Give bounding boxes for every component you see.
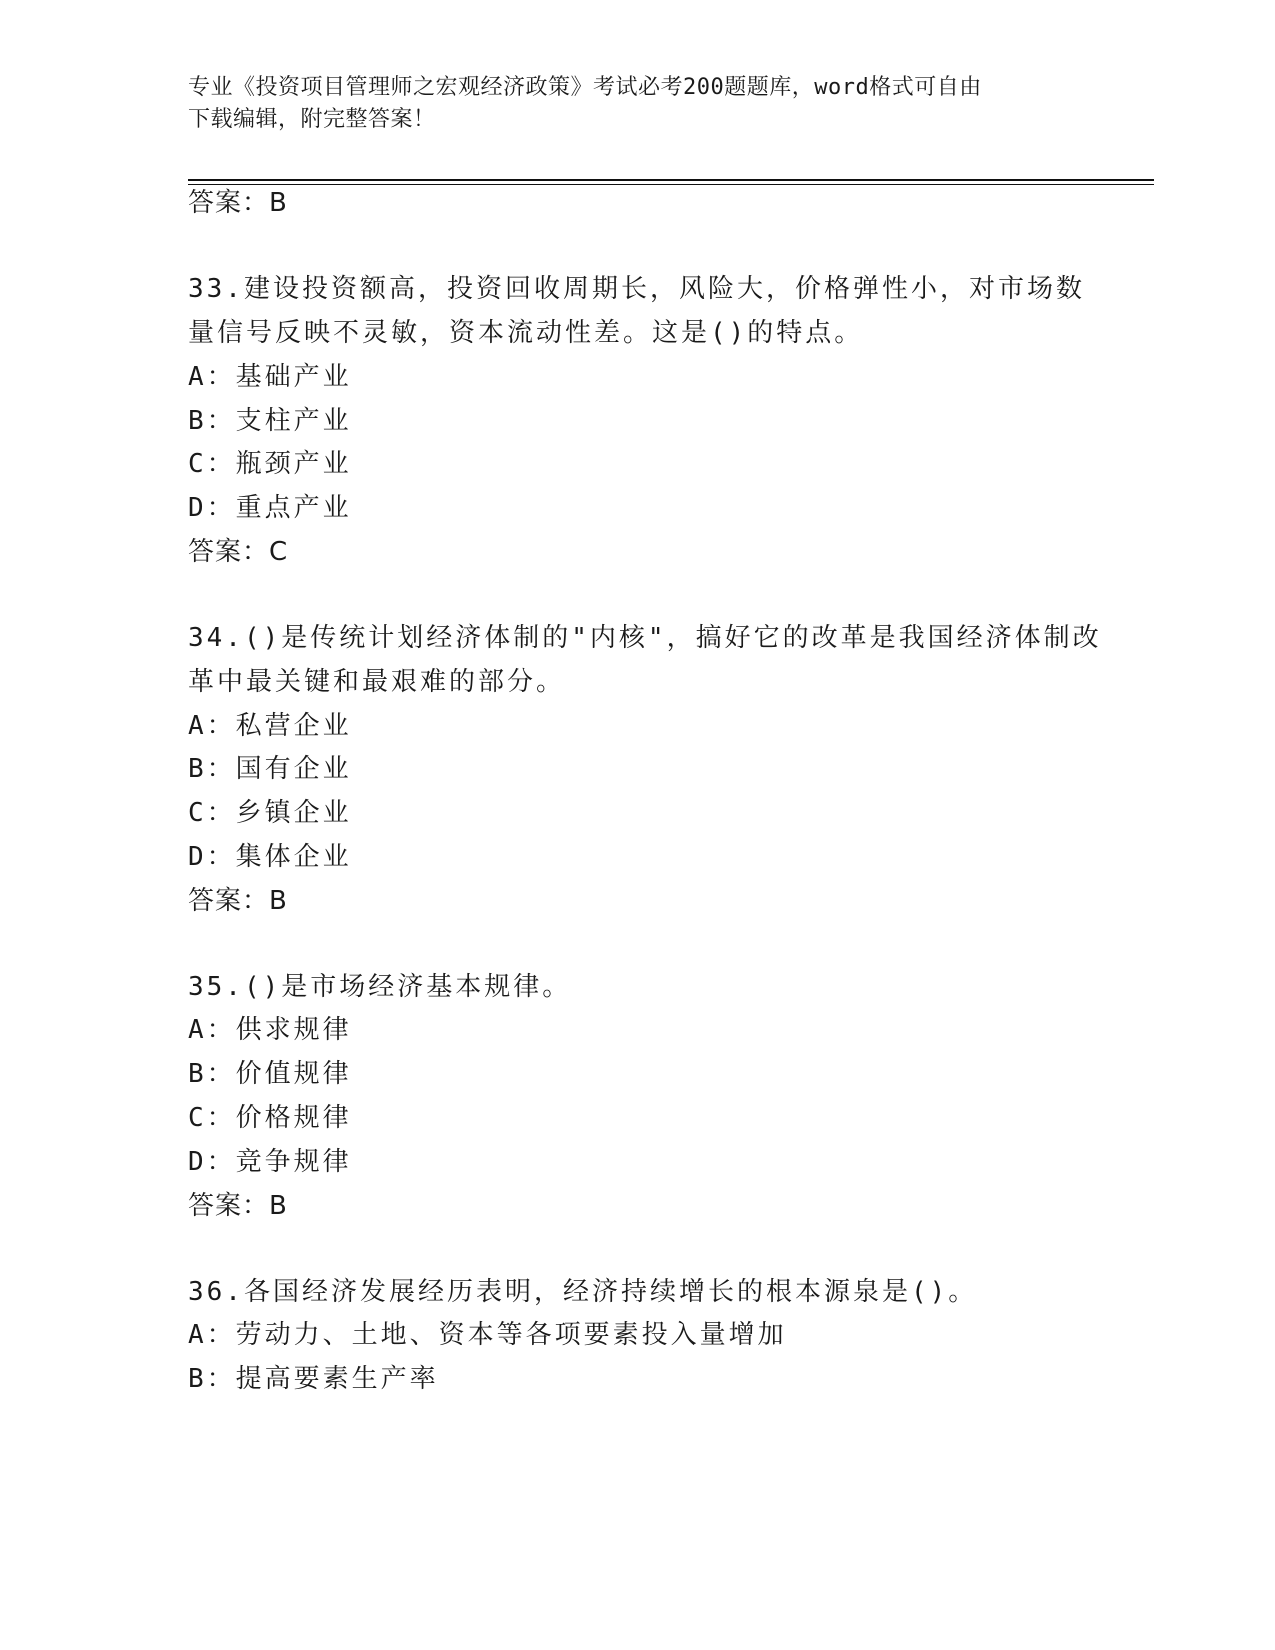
question-35-stem-line-1: 35.()是市场经济基本规律。: [188, 972, 572, 1002]
question-33-stem-line-2: 量信号反映不灵敏，资本流动性差。这是()的特点。: [188, 318, 864, 348]
header-divider-thin: [188, 184, 1154, 185]
question-36-option-a: A：劳动力、土地、资本等各项要素投入量增加: [188, 1320, 787, 1350]
question-34-option-d: D：集体企业: [188, 842, 352, 872]
question-33-option-a: A：基础产业: [188, 362, 352, 392]
document-header: [188, 72, 1068, 136]
question-34-stem-line-1: 34.()是传统计划经济体制的"内核"，搞好它的改革是我国经济体制改: [188, 623, 1102, 653]
question-36-stem-line-1: 36.各国经济发展经历表明，经济持续增长的根本源泉是()。: [188, 1277, 978, 1307]
header-line-2: 下载编辑，附完整答案！: [188, 107, 436, 132]
question-36-option-b: B：提高要素生产率: [188, 1364, 439, 1394]
question-33-option-d: D：重点产业: [188, 493, 352, 523]
answer-32: 答案：B: [188, 188, 288, 218]
question-33-stem-line-1: 33.建设投资额高，投资回收周期长，风险大，价格弹性小，对市场数: [188, 274, 1085, 304]
question-35-answer: 答案：B: [188, 1191, 288, 1221]
question-34-option-c: C：乡镇企业: [188, 798, 352, 828]
question-35-option-d: D：竞争规律: [188, 1147, 352, 1177]
question-35-option-b: B：价值规律: [188, 1059, 352, 1089]
question-35-option-c: C：价格规律: [188, 1103, 352, 1133]
header-divider-thick: [188, 179, 1154, 181]
question-33-option-b: B：支柱产业: [188, 406, 352, 436]
question-34-option-b: B：国有企业: [188, 754, 352, 784]
question-34-stem-line-2: 革中最关键和最艰难的部分。: [188, 667, 566, 697]
question-35-option-a: A：供求规律: [188, 1015, 352, 1045]
question-33-option-c: C：瓶颈产业: [188, 449, 352, 479]
question-33-answer: 答案：C: [188, 537, 289, 567]
question-34-option-a: A：私营企业: [188, 711, 352, 741]
header-line-1: 专业《投资项目管理师之宏观经济政策》考试必考200题题库，word格式可自由: [188, 75, 982, 100]
question-34-answer: 答案：B: [188, 886, 288, 916]
